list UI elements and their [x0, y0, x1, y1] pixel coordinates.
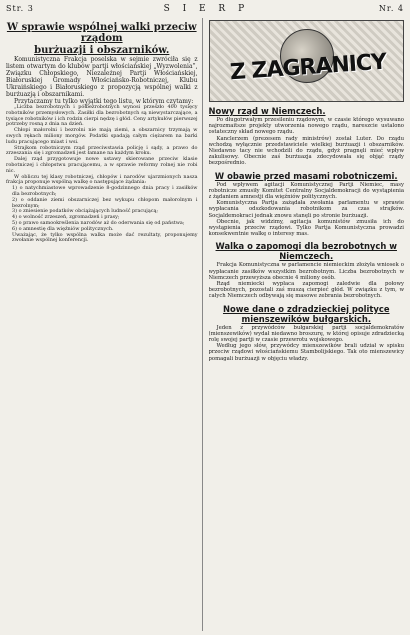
right-column — [209, 18, 405, 631]
section-paragraph: Według jego słów, przywódcy mienszewików brali udział w spisku przeciw rządowi włościańskiemu Stambolijskiego. Tak oto mienszewicy pomagali burżuazji w objęciu władzy. — [208, 343, 404, 362]
section-banner — [209, 20, 405, 102]
newspaper-page — [6, 4, 404, 631]
banner-title: Z ZAGRANICY — [228, 49, 387, 86]
demands-list — [6, 186, 198, 244]
list-item: 4) o wolność zrzeszeń, zgromadzeń i prasy; — [12, 214, 120, 221]
left-column — [6, 18, 203, 631]
section-paragraph: Obecnie, jak widzimy, agitacja komunistów zmusiła ich do wystąpienia przeciw rządowi. Tylko Partja Komunistyczna prowadzi konsekwentnie walkę o interesy mas. — [208, 218, 404, 238]
article-lead — [6, 56, 198, 105]
lead-paragraph: Komunistyczna Frakcja poselska w sejmie zwróciła się z listem otwartym do klubów partji włościańskiej „Wyzwolenia”, Związku Chłopskiego, Niezależnej Partji Włościańskiej, Białoruskiej Gromady Włościańsko-Robotniczej, Klubu Ukraińskiego i Białoruskiego z propozycją wspólnej walki z burżuazją i obszarnikami. — [6, 56, 198, 98]
section-paragraph: Rząd niemiecki wypłaca zapomogi zaledwie dla połowy bezrobotnych, pozostali zaś muszą cierpieć głód. W związku z tym, w całych Niemczech odbywają się masowe zebrania bezrobotnych. — [208, 281, 404, 300]
section-paragraph: Komunistyczna Partja zażądała zwołania parlamentu w sprawie wypłacania odszkodowania robotnikom za czas strajków. Socjaldemokraci jednak znowu stanęli po stronie burżuazji. — [208, 200, 404, 219]
body-paragraph: „Liczba bezrobotnych i półbezrobotnych wynosi przeszło 400 tysięcy robotników przemysłowych. Zasiłki dla bezrobotnych są niewystarczające, a tysiące robotników i ich rodzin cierpi nędzę i głód. Ceny artykułów pierwszej potrzeby rosną z dnia na dzień. — [6, 104, 198, 128]
article-headline: W sprawie wspólnej walki przeciw rządom — [6, 22, 197, 44]
section-paragraph: Po długotrwałym przesileniu rządowym, w czasie którego wysuwano najrozmaitsze projekty utworzenia nowego rządu, nareszcie ustalono ostateczny skład nowego rządu. — [208, 117, 404, 136]
section-title: Walka o zapomogi dla bezrobotnych w Niemczech. — [215, 241, 397, 262]
section-paragraph: Frakcja Komunistyczna w parlamencie niemieckim złożyła wniosek o wypłacanie zasiłków wszystkim bezrobotnym. Liczba bezrobotnych w Niemczech przewyższa obecnie 4 miliony osób. — [208, 262, 404, 281]
article-body — [6, 105, 198, 186]
body-paragraph: Dalej rząd przygotowuje nowe ustawy skierowane przeciw klasie robotniczej i chłopstwu pracującemu, a w sprawie reformy rolnej nie robi nic. — [6, 156, 198, 174]
body-paragraph: W obliczu tej klasy robotniczej, chłopów i narodów ujarzmionych nasza frakcja proponuje wspólną walkę o następujące żądania: — [6, 173, 198, 186]
section-paragraph: Jeden z przywódców bułgarskiej partji socjaldemokratów (mienszewików) wydał niedawno broszurę, w której opisuje zdradziecką rolę swojej partji w czasie przewrotu wojskowego. — [208, 324, 404, 344]
section-title: Nowe dane o zdradzieckiej polityce mienszewików bułgarskich. — [222, 303, 390, 324]
list-item: Uważając, że tylko wspólna walka może dać rezultaty, proponujemy zwołanie wspólnej konferencji. — [12, 231, 198, 244]
masthead: S I E R P — [163, 4, 250, 14]
list-item: 1) o natychmiastowe wprowadzenie 8-godzinnego dnia pracy i zasiłków dla bezrobotnych; — [12, 185, 198, 197]
body-paragraph: Chłopi małorolni i bezrolni nie mają ziemi, a obszarnicy trzymają w swych rękach miliony morgów. Podatki spadają całym ciężarem na barki ludu pracującego miast i wsi. — [6, 127, 198, 145]
section-title: W obawie przed masami robotniczemi. — [214, 170, 398, 181]
section-title: Nowy rząd w Niemczech. — [208, 106, 326, 116]
section-paragraph: Kanclerzem (prezesem rady ministrów) został Luter. Do rządu wchodzą wyłącznie przedstawiciele wielkiej burżuazji i obszarników. Niedawno tacy nie wchodzili do rządu, gdyż pragnęli mieć wpływ zakulisowy. Obecnie zaś burżuazja zdecydowała się objąć rządy bezpośrednio. — [208, 135, 404, 167]
lead-paragraph: Przytaczamy tu tylko wyjątki tego listu, w którym czytamy: — [14, 98, 194, 105]
issue-number: Nr. 4 — [378, 4, 404, 13]
list-item: 2) o oddanie ziemi obszarniczej bez wykupu chłopom małorolnym i bezrolnym; — [12, 196, 198, 209]
body-paragraph: Strajkom robotniczym rząd przeciwstawia policję i sądy, a prawo do zrzeszania się i zgromadzeń jest łamane na każdym kroku. — [6, 144, 198, 157]
list-item: 6) o amnestię dla więźniów politycznych. — [12, 225, 114, 232]
list-item: 3) o zniesienie podatków obciążających ludność pracującą; — [12, 208, 159, 215]
section-paragraph: Pod wpływem agitacji Komunistycznej Partji Niemiec, masy robotnicze zmusiły Komitet Centralny Socjaldemokracji do wystąpienia z żądaniem amnestji dla więźniów politycznych. — [208, 181, 404, 201]
list-item: 5) o prawo samookreślenia narodów aż do oderwania się od państwa; — [12, 219, 185, 226]
page-number: Str. 3 — [6, 4, 34, 13]
page-header — [6, 4, 404, 16]
article-headline-sub: burżuazji i obszarników. — [34, 45, 170, 56]
